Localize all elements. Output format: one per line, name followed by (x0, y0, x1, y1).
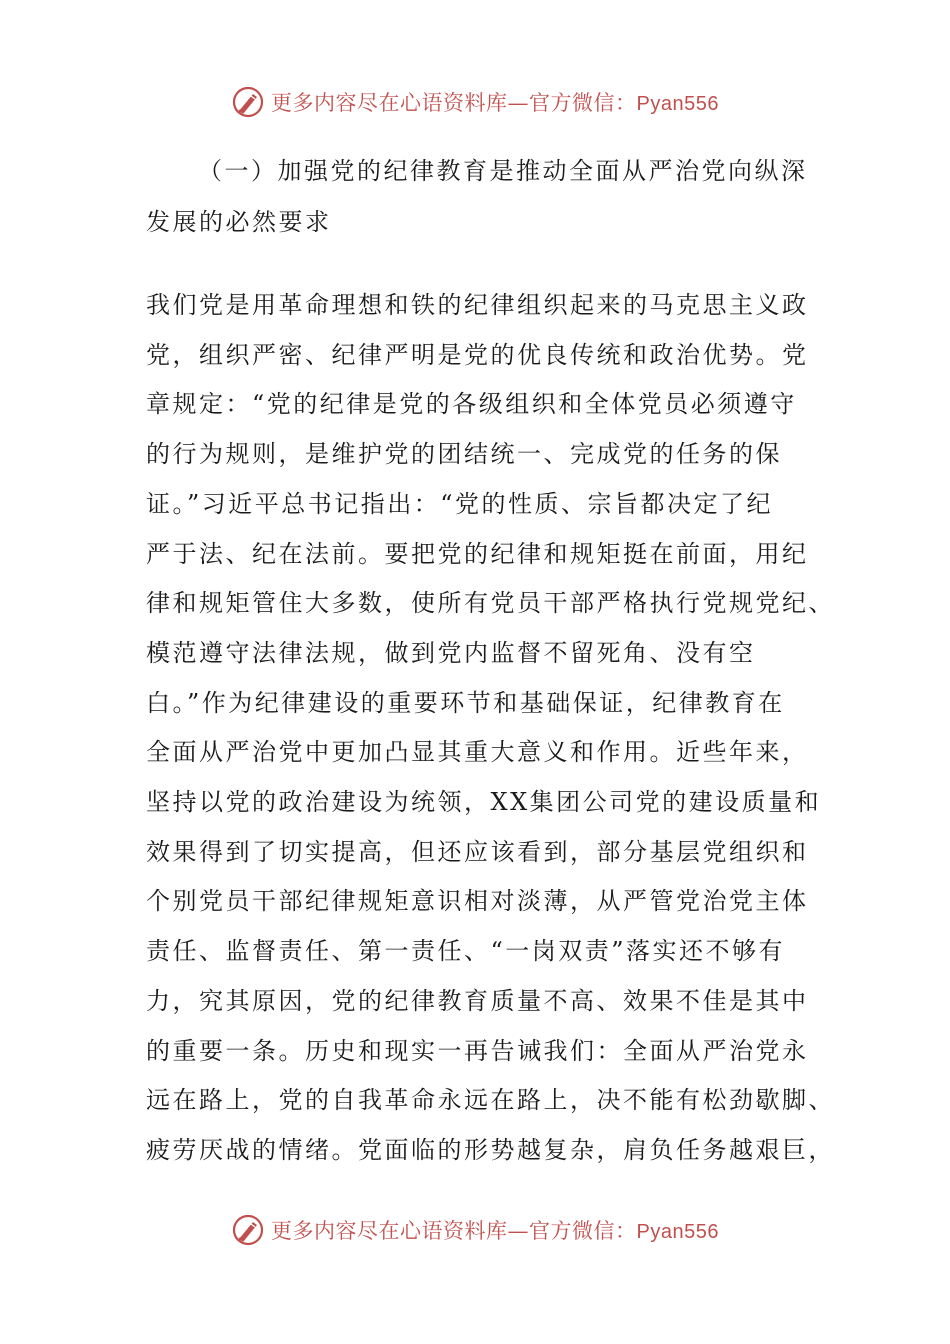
body-line: 模范遵守法律法规，做到党内监督不留死角、没有空 (146, 638, 756, 667)
banner-wechat-id: Pyan556 (636, 1221, 719, 1243)
body-line: 力，究其原因，党的纪律教育质量不高、效果不佳是其中 (146, 986, 809, 1015)
body-line: 白。”作为纪律建设的重要环节和基础保证，纪律教育在 (146, 688, 785, 717)
body-line: 个别党员干部纪律规矩意识相对淡薄，从严管党治党主体 (146, 887, 809, 916)
body-line: 责任、监督责任、第一责任、“一岗双责”落实还不够有 (146, 937, 786, 966)
body-line: 的重要一条。历史和现实一再告诫我们：全面从严治党永 (146, 1036, 809, 1065)
body-line: 坚持以党的政治建设为统领，XX集团公司党的建设质量和 (146, 788, 822, 817)
body-line: 我们党是用革命理想和铁的纪律组织起来的马克思主义政 (146, 291, 809, 319)
body-line: 律和规矩管住大多数，使所有党员干部严格执行党规党纪、 (146, 589, 835, 618)
section-heading-line: （一）加强党的纪律教育是推动全面从严治党向纵深 (198, 157, 808, 185)
banner-text (271, 1215, 719, 1245)
banner-text (271, 87, 719, 117)
pen-logo-icon (231, 1213, 265, 1247)
body-line: 远在路上，党的自我革命永远在路上，决不能有松劲歇脚、 (146, 1086, 835, 1115)
body-paragraph (146, 281, 835, 1176)
section-heading-line: 发展的必然要求 (146, 208, 332, 236)
section-heading (146, 146, 816, 248)
banner-label: 更多内容尽在心语资料库—官方微信： (271, 91, 637, 115)
body-line: 证。”习近平总书记指出：“党的性质、宗旨都决定了纪 (146, 489, 774, 518)
banner-wechat-id: Pyan556 (636, 93, 719, 115)
banner-label: 更多内容尽在心语资料库—官方微信： (271, 1219, 637, 1243)
body-line: 严于法、纪在法前。要把党的纪律和规矩挺在前面，用纪 (146, 539, 809, 568)
body-line: 全面从严治党中更加凸显其重大意义和作用。近些年来， (146, 738, 809, 767)
pen-logo-icon (231, 85, 265, 119)
footer-banner[interactable] (0, 1208, 950, 1252)
body-line: 章规定：“党的纪律是党的各级组织和全体党员必须遵守 (146, 390, 797, 419)
body-line: 党，组织严密、纪律严明是党的优良传统和政治优势。党 (146, 340, 809, 369)
header-banner[interactable] (0, 80, 950, 124)
body-line: 效果得到了切实提高，但还应该看到，部分基层党组织和 (146, 837, 809, 866)
body-line: 的行为规则，是维护党的团结统一、完成党的任务的保 (146, 440, 782, 469)
body-line: 疲劳厌战的情绪。党面临的形势越复杂，肩负任务越艰巨， (146, 1135, 835, 1164)
